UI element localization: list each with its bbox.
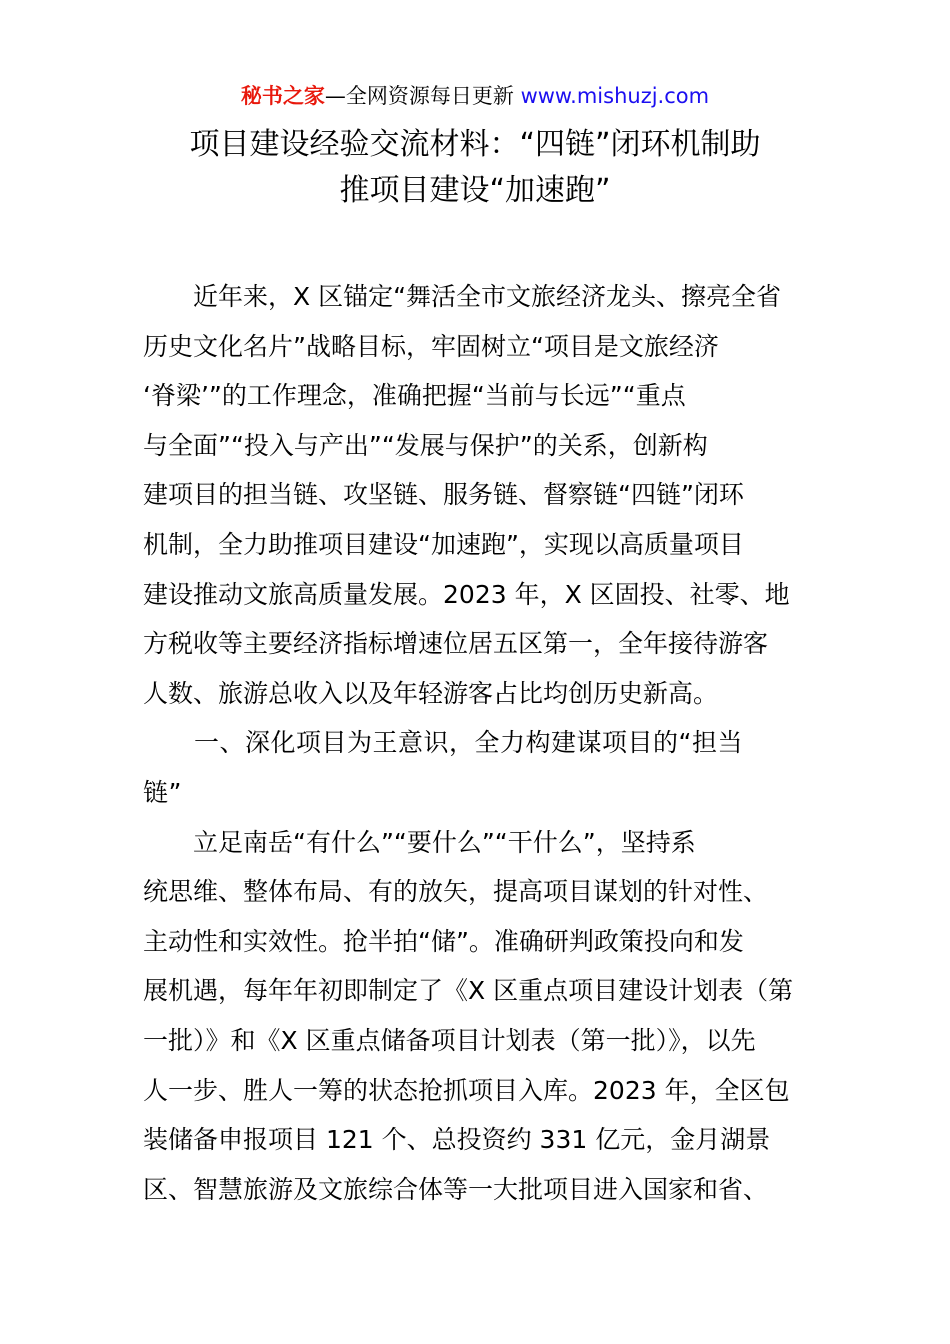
section-paragraph [143, 818, 813, 1215]
heading-line: 一、深化项目为王意识，全力构建谋项目的“担当 [143, 728, 743, 758]
text-line: 主动性和实效性。抢半拍“储”。准确研判政策投向和发 [143, 926, 744, 956]
text-line: ‘脊梁’”的工作理念，准确把握“当前与长远”“重点 [143, 381, 686, 411]
text-line: 近年来，X 区锚定“舞活全市文旅经济龙头、擦亮全省 [143, 282, 782, 311]
text-line: 一批）》和《X 区重点储备项目计划表（第一批）》，以先 [143, 1025, 756, 1055]
text-line: 历史文化名片”战略目标，牢固树立“项目是文旅经济 [143, 331, 719, 361]
text-line: 建设推动文旅高质量发展。2023 年，X 区固投、社零、地 [143, 579, 790, 609]
title-line: 项目建设经验交流材料：“四链”闭环机制助 [189, 127, 761, 162]
text-line: 建项目的担当链、攻坚链、服务链、督察链“四链”闭环 [143, 480, 744, 510]
text-line: 与全面”“投入与产出”“发展与保护”的关系，创新构 [143, 430, 708, 460]
text-line: 区、智慧旅游及文旅综合体等一大批项目进入国家和省、 [143, 1174, 769, 1204]
text-line: 机制，全力助推项目建设“加速跑”，实现以高质量项目 [143, 529, 744, 559]
text-line: 立足南岳“有什么”“要什么”“干什么”，坚持系 [143, 827, 696, 857]
intro-paragraph [143, 272, 813, 718]
site-url-link[interactable]: www.mishuzj.com [520, 84, 710, 108]
title-line: 推项目建设“加速跑” [339, 173, 611, 208]
section-heading [143, 718, 813, 817]
text-line: 人数、旅游总收入以及年轻游客占比均创历史新高。 [143, 678, 719, 708]
banner-tagline: —全网资源每日更新 [324, 84, 521, 108]
brand-name: 秘书之家 [240, 84, 325, 108]
text-line: 统思维、整体布局、有的放矢，提高项目谋划的针对性、 [143, 877, 769, 907]
text-line: 方税收等主要经济指标增速位居五区第一，全年接待游客 [143, 629, 769, 659]
site-banner [0, 80, 950, 112]
text-line: 人一步、胜人一筹的状态抢抓项目入库。2023 年，全区包 [143, 1075, 790, 1105]
document-body [143, 272, 813, 1214]
document-title [100, 122, 850, 214]
text-line: 展机遇，每年年初即制定了《X 区重点项目建设计划表（第 [143, 976, 794, 1006]
text-line: 装储备申报项目 121 个、总投资约 331 亿元，金月湖景 [143, 1125, 771, 1155]
heading-line: 链” [143, 777, 182, 807]
